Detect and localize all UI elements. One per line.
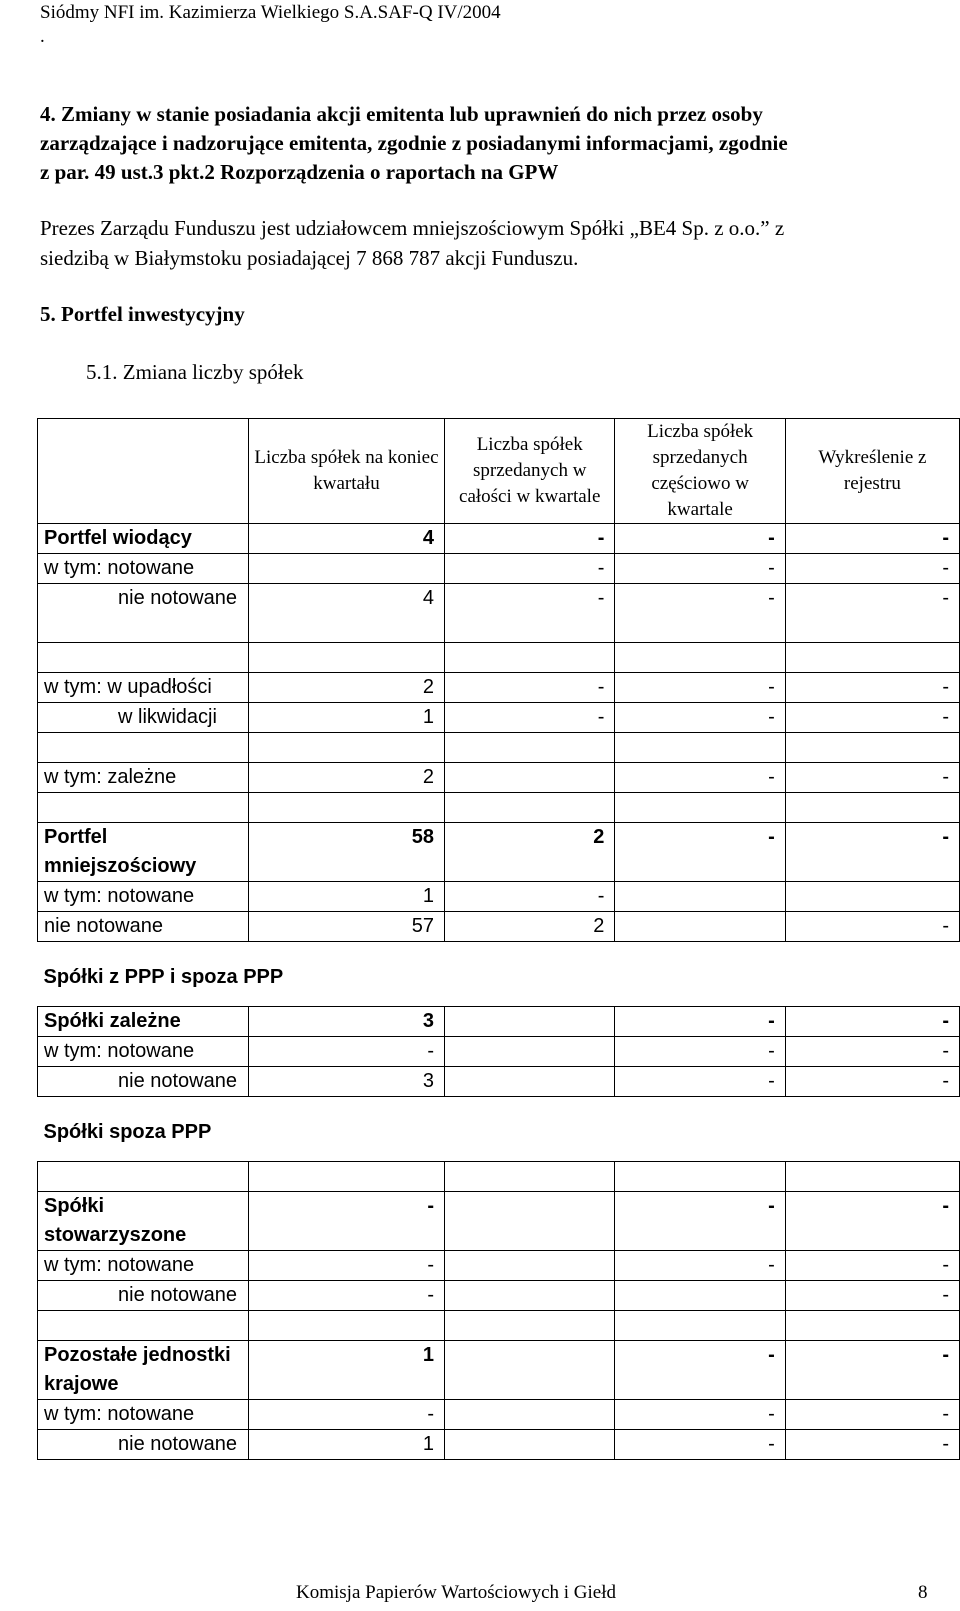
value-cell: - <box>615 823 785 882</box>
value-cell <box>445 1007 615 1037</box>
row-label: nie notowane <box>38 912 249 942</box>
value-cell <box>445 1400 615 1430</box>
value-cell: - <box>785 823 959 882</box>
value-cell: - <box>445 524 615 554</box>
value-cell: - <box>785 912 959 942</box>
value-cell: - <box>785 1341 959 1400</box>
value-cell: - <box>615 1037 785 1067</box>
empty-cell <box>785 1162 959 1192</box>
value-cell <box>785 882 959 912</box>
empty-cell <box>38 733 249 763</box>
section-4-title-line: 4. Zmiany w stanie posiadania akcji emitenta lub uprawnień do nich przez osoby <box>40 102 763 126</box>
row-label: nie notowane <box>38 1430 249 1460</box>
section-heading-row <box>38 942 960 1007</box>
value-cell: 3 <box>248 1007 444 1037</box>
document-header: Siódmy NFI im. Kazimierza Wielkiego S.A.SAF-Q IV/2004 <box>40 2 501 23</box>
row-label: w tym: notowane <box>38 1400 249 1430</box>
value-cell: - <box>785 703 959 733</box>
value-cell: 2 <box>445 912 615 942</box>
value-cell: - <box>445 703 615 733</box>
value-cell: 2 <box>445 823 615 882</box>
value-cell: - <box>615 1192 785 1251</box>
section-heading: Spółki spoza PPP <box>43 1120 212 1143</box>
section-4-paragraph-line: siedzibą w Białymstoku posiadającej 7 868 787 akcji Funduszu. <box>40 246 579 270</box>
value-cell: - <box>445 882 615 912</box>
empty-cell <box>38 793 249 823</box>
value-cell: - <box>615 703 785 733</box>
section-4-title-line: z par. 49 ust.3 pkt.2 Rozporządzenia o raportach na GPW <box>40 160 559 184</box>
value-cell: - <box>445 584 615 643</box>
header-dot: . <box>40 26 45 47</box>
section-4-paragraph-line: Prezes Zarządu Funduszu jest udziałowcem mniejszościowym Spółki „BE4 Sp. z o.o.” z <box>40 216 785 240</box>
value-cell: 2 <box>248 673 444 703</box>
value-cell: - <box>785 1400 959 1430</box>
column-header: Liczba spółek na koniec kwartału <box>248 419 444 524</box>
table-row <box>38 823 960 882</box>
table-row <box>38 1281 960 1311</box>
empty-cell <box>785 1311 959 1341</box>
value-cell: 3 <box>248 1067 444 1097</box>
value-cell: - <box>785 1251 959 1281</box>
table-row <box>38 1430 960 1460</box>
value-cell: - <box>785 673 959 703</box>
value-cell <box>615 1281 785 1311</box>
value-cell: - <box>785 584 959 643</box>
value-cell: - <box>615 524 785 554</box>
value-cell: 1 <box>248 703 444 733</box>
value-cell: - <box>785 1281 959 1311</box>
row-label: nie notowane <box>38 1281 249 1311</box>
value-cell: - <box>785 1037 959 1067</box>
empty-cell <box>445 643 615 673</box>
value-cell: - <box>615 1341 785 1400</box>
value-cell <box>445 1251 615 1281</box>
value-cell <box>445 1192 615 1251</box>
row-label: Portfel mniejszościowy <box>38 823 249 882</box>
value-cell <box>615 912 785 942</box>
row-label: Spółki zależne <box>38 1007 249 1037</box>
table-row <box>38 1400 960 1430</box>
empty-cell <box>248 1162 444 1192</box>
empty-cell <box>38 643 249 673</box>
value-cell: 1 <box>248 1341 444 1400</box>
row-label: w likwidacji <box>38 703 249 733</box>
value-cell: - <box>615 584 785 643</box>
value-cell: - <box>248 1281 444 1311</box>
value-cell: - <box>445 673 615 703</box>
empty-cell <box>615 793 785 823</box>
column-header: Liczba spółek sprzedanych w całości w kwartale <box>445 419 615 524</box>
value-cell: - <box>248 1192 444 1251</box>
empty-cell <box>248 1311 444 1341</box>
row-label: nie notowane <box>38 1067 249 1097</box>
section-heading: Spółki z PPP i spoza PPP <box>43 965 284 988</box>
row-label: Pozostałe jednostki krajowe <box>38 1341 249 1400</box>
value-cell: - <box>785 1067 959 1097</box>
table-row <box>38 763 960 793</box>
row-label: w tym: notowane <box>38 554 249 584</box>
value-cell: - <box>248 1037 444 1067</box>
empty-cell <box>445 733 615 763</box>
spacer-row <box>38 733 960 763</box>
value-cell: - <box>615 554 785 584</box>
empty-cell <box>615 643 785 673</box>
value-cell: 4 <box>248 524 444 554</box>
empty-cell <box>615 1162 785 1192</box>
value-cell: - <box>785 1430 959 1460</box>
row-label: w tym: notowane <box>38 882 249 912</box>
table-row <box>38 1037 960 1067</box>
value-cell: - <box>615 1400 785 1430</box>
section-heading-row <box>38 1097 960 1162</box>
row-label: w tym: w upadłości <box>38 673 249 703</box>
spacer-row <box>38 793 960 823</box>
value-cell: 58 <box>248 823 444 882</box>
section-5-1-subtitle: 5.1. Zmiana liczby spółek <box>86 360 304 384</box>
row-label: Spółki stowarzyszone <box>38 1192 249 1251</box>
empty-cell <box>445 793 615 823</box>
value-cell: 1 <box>248 882 444 912</box>
table-row <box>38 584 960 643</box>
empty-cell <box>615 1311 785 1341</box>
table-row <box>38 554 960 584</box>
table-row <box>38 912 960 942</box>
empty-cell <box>248 793 444 823</box>
empty-cell <box>615 733 785 763</box>
empty-cell <box>248 643 444 673</box>
row-label: w tym: zależne <box>38 763 249 793</box>
table-row <box>38 1067 960 1097</box>
table-row <box>38 524 960 554</box>
table-row <box>38 1251 960 1281</box>
value-cell <box>445 1341 615 1400</box>
table-row <box>38 1007 960 1037</box>
row-label: w tym: notowane <box>38 1037 249 1067</box>
value-cell: - <box>248 1400 444 1430</box>
value-cell: 57 <box>248 912 444 942</box>
section-5-title: 5. Portfel inwestycyjny <box>40 302 245 326</box>
column-header: Liczba spółek sprzedanych częściowo w kwartale <box>615 419 785 524</box>
spacer-row <box>38 1162 960 1192</box>
table-row <box>38 673 960 703</box>
empty-cell <box>38 1162 249 1192</box>
row-label: w tym: notowane <box>38 1251 249 1281</box>
spacer-row <box>38 1311 960 1341</box>
value-cell <box>248 554 444 584</box>
empty-cell <box>38 1311 249 1341</box>
footer-text: Komisja Papierów Wartościowych i Giełd <box>296 1582 617 1603</box>
table-header-row <box>38 419 960 524</box>
empty-cell <box>248 733 444 763</box>
value-cell: - <box>785 554 959 584</box>
value-cell <box>445 1067 615 1097</box>
value-cell: - <box>445 554 615 584</box>
value-cell: - <box>785 524 959 554</box>
value-cell: - <box>785 1007 959 1037</box>
section-4-title <box>40 100 936 187</box>
column-header: Wykreślenie z rejestru <box>785 419 959 524</box>
column-header <box>38 419 249 524</box>
section-4-title-line: zarządzające i nadzorujące emitenta, zgodnie z posiadanymi informacjami, zgodnie <box>40 131 788 155</box>
portfolio-change-table <box>37 418 960 1460</box>
value-cell <box>615 882 785 912</box>
empty-cell <box>785 793 959 823</box>
value-cell: 1 <box>248 1430 444 1460</box>
value-cell <box>445 1430 615 1460</box>
value-cell: - <box>615 763 785 793</box>
table-row <box>38 1341 960 1400</box>
value-cell: 4 <box>248 584 444 643</box>
empty-cell <box>445 1311 615 1341</box>
row-label: nie notowane <box>38 584 249 643</box>
value-cell <box>445 763 615 793</box>
empty-cell <box>785 643 959 673</box>
empty-cell <box>445 1162 615 1192</box>
value-cell: - <box>785 763 959 793</box>
value-cell: - <box>615 1251 785 1281</box>
value-cell <box>445 1281 615 1311</box>
table-row <box>38 882 960 912</box>
value-cell: - <box>248 1251 444 1281</box>
value-cell: - <box>615 1007 785 1037</box>
value-cell <box>445 1037 615 1067</box>
value-cell: - <box>615 1430 785 1460</box>
value-cell: - <box>615 1067 785 1097</box>
value-cell: - <box>615 673 785 703</box>
value-cell: 2 <box>248 763 444 793</box>
page-number: 8 <box>918 1582 928 1603</box>
table-row <box>38 1192 960 1251</box>
row-label: Portfel wiodący <box>38 524 249 554</box>
value-cell: - <box>785 1192 959 1251</box>
table-row <box>38 703 960 733</box>
empty-cell <box>785 733 959 763</box>
spacer-row <box>38 643 960 673</box>
